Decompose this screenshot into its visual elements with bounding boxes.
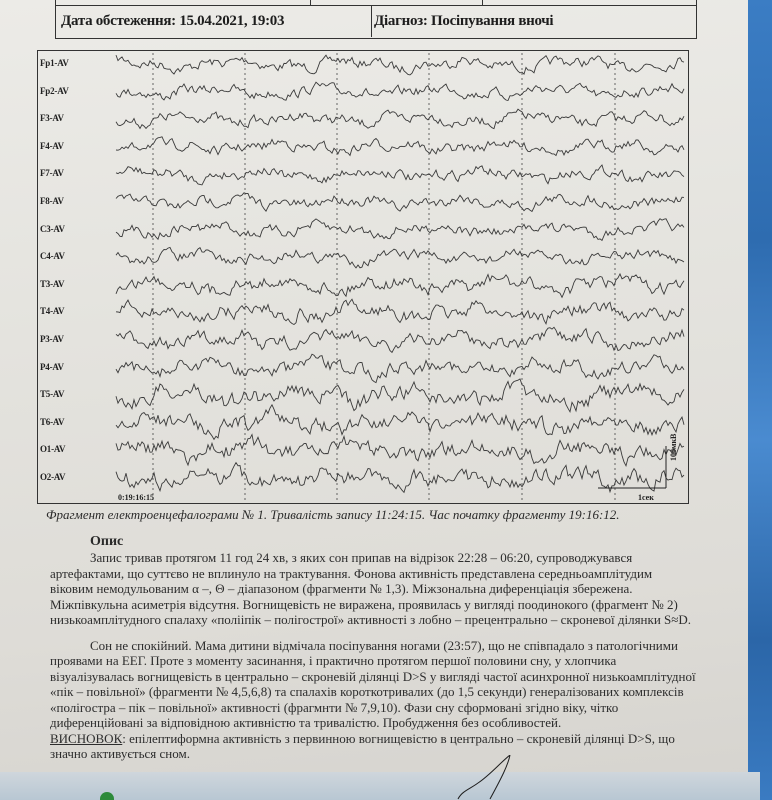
channel-label: F7-AV — [40, 168, 64, 179]
eeg-trace — [116, 274, 684, 297]
channel-label: F3-AV — [40, 113, 64, 124]
exam-date-value: 15.04.2021, 19:03 — [179, 13, 285, 29]
signature-icon — [450, 755, 560, 800]
conclusion-label: ВИСНОВОК — [50, 730, 123, 746]
channel-label: T5-AV — [40, 389, 65, 400]
eeg-trace — [116, 165, 684, 185]
eeg-trace — [116, 247, 684, 268]
eeg-trace — [116, 193, 684, 212]
channel-label: Fp1-AV — [40, 58, 69, 68]
page-bottom-edge — [0, 772, 760, 800]
channel-label: F8-AV — [40, 196, 64, 206]
time-marker: 0:19:16:15 — [118, 493, 154, 502]
patient-header-table — [55, 0, 697, 39]
eeg-trace — [116, 405, 684, 440]
eeg-traces — [38, 51, 688, 503]
eeg-trace — [116, 82, 684, 100]
channel-label: Fp2-AV — [40, 85, 69, 96]
eeg-trace — [116, 109, 684, 128]
channel-label: T6-AV — [40, 416, 65, 427]
channel-label: O1-AV — [40, 444, 66, 455]
channel-label: C4-AV — [40, 251, 65, 262]
channel-label: P3-AV — [40, 334, 64, 344]
channel-label: T3-AV — [40, 278, 65, 289]
description-paragraph-1: Запис тривав протягом 11 год 24 хв, з яких сон припав на відрізок 22:28 – 06:20, супроводжувався артефактами, що суттєво не вплинуло на трактування. Фонова активність представлена середньоамплітудим віковим немодульованим α –, Θ – діапазоном (фрагменти № 1,3). Міжзональна диференціація збережена. Міжпівкульна асиметрія відсутня. Вогнищевість не виражена, проявилась у вигляді поодинокого (фрагмент № 2) низькоамплітудного спалаху «полііпік – полігострої» активності з лобно – прецентрально – скроневої ділянки S≈D. — [50, 550, 692, 627]
description-paragraph-2: Сон не спокійний. Мама дитини відмічала посіпування ногами (23:57), що не співпадало з патологічними проявами на ЕЕГ. Проте з моменту засинання, і практично протягом першої половини сну, у хлопчика візуалізувалась вогнищевість в центрально – скроневій ділянці D>S у вигляді частої асинхронної низькоамплітудної «пік – повільної» (фрагменти № 4,5,6,8) та спалахів короткотривалих (до 1,5 секунди) генералізованих комплексів «полігостра – пік – повільної» активності (фрагмнти № 7,9,10). Фази сну сформовані згідно віку, чітко диференційовані за відповідною активністю та тривалістю. Пробудження без особливостей. — [50, 637, 696, 730]
time-scale-label: 1сек — [638, 493, 654, 502]
eeg-trace — [116, 219, 684, 241]
channel-label: T4-AV — [40, 306, 65, 317]
channel-label: F4-AV — [40, 140, 64, 151]
eeg-trace — [116, 379, 684, 412]
section-title-description: Опис — [90, 534, 124, 549]
figure-caption: Фрагмент електроенцефалограми № 1. Тривалість запису 11:24:15. Час початку фрагменту 19:16:12. — [46, 507, 620, 522]
diagnosis — [374, 6, 694, 37]
eeg-trace — [116, 435, 684, 466]
channel-label: C3-AV — [40, 223, 65, 234]
conclusion-text: : епілептиформна активність з первинною вогнищевістю в центрально – скроневій ділянці D>S, що значно активується сном. — [50, 730, 675, 761]
eeg-trace — [116, 55, 684, 75]
exam-date — [61, 6, 372, 37]
eeg-trace — [116, 299, 684, 324]
eeg-trace — [116, 327, 684, 352]
eeg-chart — [37, 50, 689, 504]
channel-label: O2-AV — [40, 472, 66, 482]
diagnosis-label: Діагноз: — [374, 13, 428, 29]
diagnosis-value: Посіпування вночі — [431, 13, 554, 29]
conclusion — [50, 731, 698, 762]
description-body — [50, 550, 698, 762]
eeg-trace — [116, 354, 684, 382]
exam-date-label: Дата обстеження: — [61, 13, 176, 29]
eeg-trace — [116, 137, 684, 156]
amplitude-scale-label: 100мкВ — [669, 433, 678, 461]
logo-leaf-icon — [100, 792, 114, 800]
channel-label: P4-AV — [40, 361, 64, 372]
